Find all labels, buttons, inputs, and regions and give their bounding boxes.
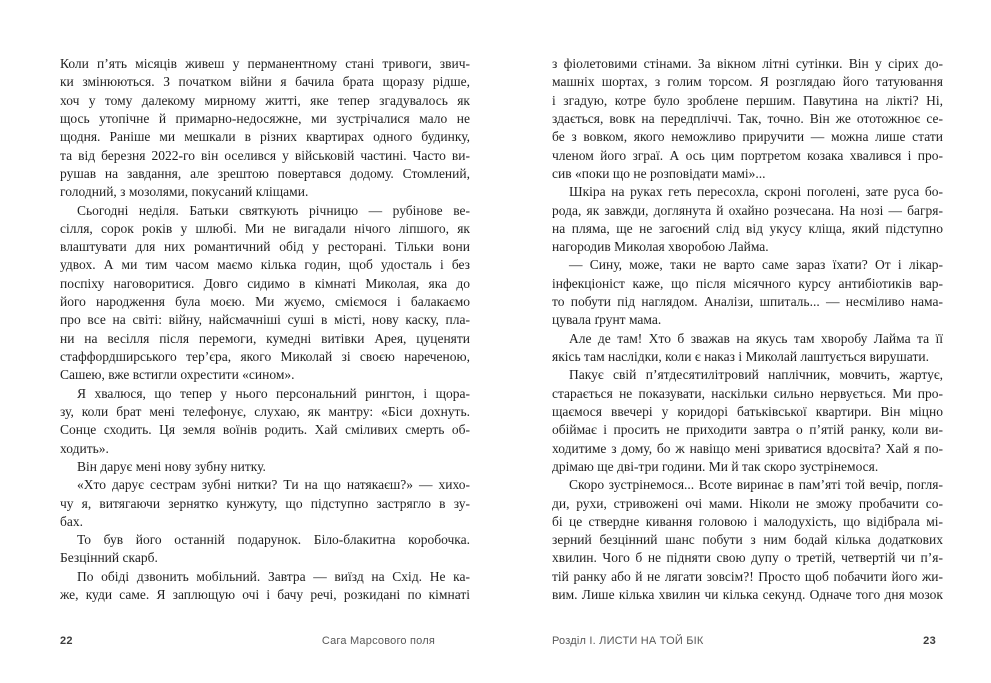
text-line: Він дарує мені нову зубну нитку. [77,458,266,474]
text-line: То був його останній подарунок. Біло-блакитна коробочка. [77,532,470,548]
text-line: нагородив Миколая хворобою Лайма. [552,239,769,255]
text-line: цувала ґрунт мама. [552,312,662,328]
text-line: щодня. Раніше ми мешкали в різних квартирах одного будинку, [60,129,470,145]
text-line: про все на світі: війну, найсмачніші суші в місті, нову каску, пла- [60,312,470,328]
text-line: Але де там! Хто б зважав на якусь там хворобу Лайма та її [569,330,943,346]
text-line: хвилин. Чого б не підняти свою дупу о третій, четвертій чи п’я- [552,550,943,566]
text-line: інфекціоніст каже, що після місячного курсу антибіотиків вар- [552,275,943,291]
text-line: «Хто дарує сестрам зубні нитки? Ти на що натякаєш?» — хихо- [77,477,470,493]
text-line: Я хвалюся, що тепер у нього персональний рингтон, і щора- [77,385,470,401]
text-line: членом його зграї. А ось цим портретом козака хвалився і про- [552,147,943,163]
paragraph [60,458,470,476]
text-line: Пакує свій п’ятдесятилітровий наплічник, мовчить, жартує, [569,367,943,383]
running-title-chapter: Розділ І. ЛИСТИ НА ТОЙ БІК [552,635,704,647]
page-right-footer [552,634,936,648]
paragraph [60,202,470,385]
text-line: ходитиме з дому, бо ж навіщо мені зриватися вдосвіта? Хай я по- [552,440,943,456]
text-line: обіймає і просить не приходити завтра о п’ятій ранку, коли ви- [552,422,943,438]
text-line: вим. Лише кілька хвилин чи кілька секунд. Одначе того дня мозок [552,587,943,603]
text-line: його народження була моєю. Ми жуємо, сміємося і балакаємо [60,294,470,310]
paragraph [60,385,470,458]
text-line: По обіді дзвонить мобільний. Завтра — виїзд на Схід. Не ка- [77,568,470,584]
page-right-text-column [552,55,943,604]
page-number-left: 22 [60,635,73,647]
text-line: Безцінний скарб. [60,550,158,566]
text-line: сив «поки що не розповідати мамі»... [552,165,766,181]
text-line: голодний, з мозолями, покусаний кліщами. [60,184,309,200]
text-line: машніх шортах, з голим торсом. Я розглядаю його татуювання [552,74,943,90]
page-left-text-column [60,55,470,604]
text-line: здається, вовк на передпліччі. Так, точно. Він же ототожнює се- [552,110,943,126]
running-title-book: Сага Марсового поля [321,635,435,647]
paragraph [552,55,943,183]
paragraph [60,476,470,531]
text-line: сілля, сорок років у шлюбі. Ми не вигадали нічого ліпшого, як [60,220,470,236]
text-line: Скоро зустрінемося... Всоте виринає в пам’яті той вечір, погля- [569,477,943,493]
text-line: Сьогодні неділя. Батьки святкують річницю — рубінове ве- [77,202,470,218]
text-line: же, куди саме. Я заплющую очі і бачу речі, розкидані по кімнаті [60,587,470,603]
text-line: ходить». [60,440,109,456]
text-line: дрімаю ще дві-три години. Ми й так скоро зустрінемося. [552,458,879,474]
text-line: стаффордширського тер’єра, якого Миколай зі своєю нареченою, [60,349,470,364]
text-line: удвох. А ми тим часом маємо кілька годин, щоб удосталь і без [60,257,470,273]
page-number-right: 23 [923,635,936,647]
paragraph [552,366,943,476]
text-line: ки змінюються. З початком війни я бачила брата щоразу рідше, [60,74,470,90]
text-line: щось утопічне й примарно-недосяжне, ми зустрічалися мало не [60,110,470,126]
text-line: чу я, витягаючи зернятко кунжуту, що підступно застрягло в зу- [60,495,470,511]
text-line: старається не показувати, наскільки сильно нервується. Ми про- [552,385,943,401]
text-line: влаштувати для них романтичний обід у ресторані. Тільки вони [60,239,470,255]
text-line: і згадую, котре було зроблене першим. Павутина на лікті? Ні, [552,92,943,108]
text-line: поспіху наговоритися. Довго сидимо в кімнаті Миколая, яка до [60,275,470,291]
paragraph [552,476,943,604]
text-line: Сонце сходить. Ця земля воїнів родить. Хай сміливих смерть об- [60,422,470,438]
text-line: рушав на завдання, але зрештою повертався додому. Стомлений, [60,165,470,181]
text-line: ди, рухи, стривожені очі мами. Ніколи не зможу пробачити со- [552,495,943,511]
text-line: то побути під наглядом. Аналізи, шпиталь... — несміливо нама- [552,294,943,310]
text-line: зерний безцінний шанс побути з ним бодай кілька додаткових [552,532,943,548]
text-line: щаємося ввечері у коридорі батьківської квартири. Він міцно [552,403,943,419]
page-left-footer [60,634,435,648]
text-line: бе з вовком, якого неможливо приручити — можна лише стати [552,129,943,145]
text-line: хоч у тому далекому мирному житті, яке тепер згадувалось як [60,92,470,108]
paragraph [552,183,943,256]
paragraph [60,55,470,202]
text-line: з фіолетовими стінами. За вікном літні сутінки. Він у сірих до- [552,56,943,71]
text-line: ни на весілля після перемоги, кумедні витівки Арея, цуценяти [60,330,470,346]
text-line: Сашею, вже встигли охрестити «сином». [60,367,295,383]
text-line: бах. [60,513,83,529]
text-line: рода, як завжди, доглянута й охайно розчесана. На нозі — багря- [552,202,943,218]
paragraph [60,531,470,568]
text-line: бі це ствердне кивання головою і малодухість, що відібрала мі- [552,513,943,529]
text-line: — Сину, може, таки не варто саме зараз їхати? От і лікар- [569,257,943,273]
text-line: якісь там наслідки, коли є наказ і Миколай лаштується вирушати. [552,349,929,364]
text-line: тій ранку або й не лягати зовсім?! Просто щоб побачити його жи- [552,568,943,584]
paragraph [552,330,943,367]
text-line: Шкіра на руках геть пересохла, скроні поголені, зате руса бо- [569,184,943,200]
paragraph [60,568,470,605]
paragraph [552,256,943,329]
text-line: Коли п’ять місяців живеш у перманентному стані тривоги, звич- [60,56,470,71]
text-line: зу, коли брат мені телефонує, слухаю, як мантру: «Біси дохнуть. [60,403,470,419]
text-line: та від березня 2022-го він оселився у військовій частині. Часто ви- [60,147,470,163]
text-line: на пляма, ще не загоєний слід від укусу кліща, який підступно [552,220,943,236]
